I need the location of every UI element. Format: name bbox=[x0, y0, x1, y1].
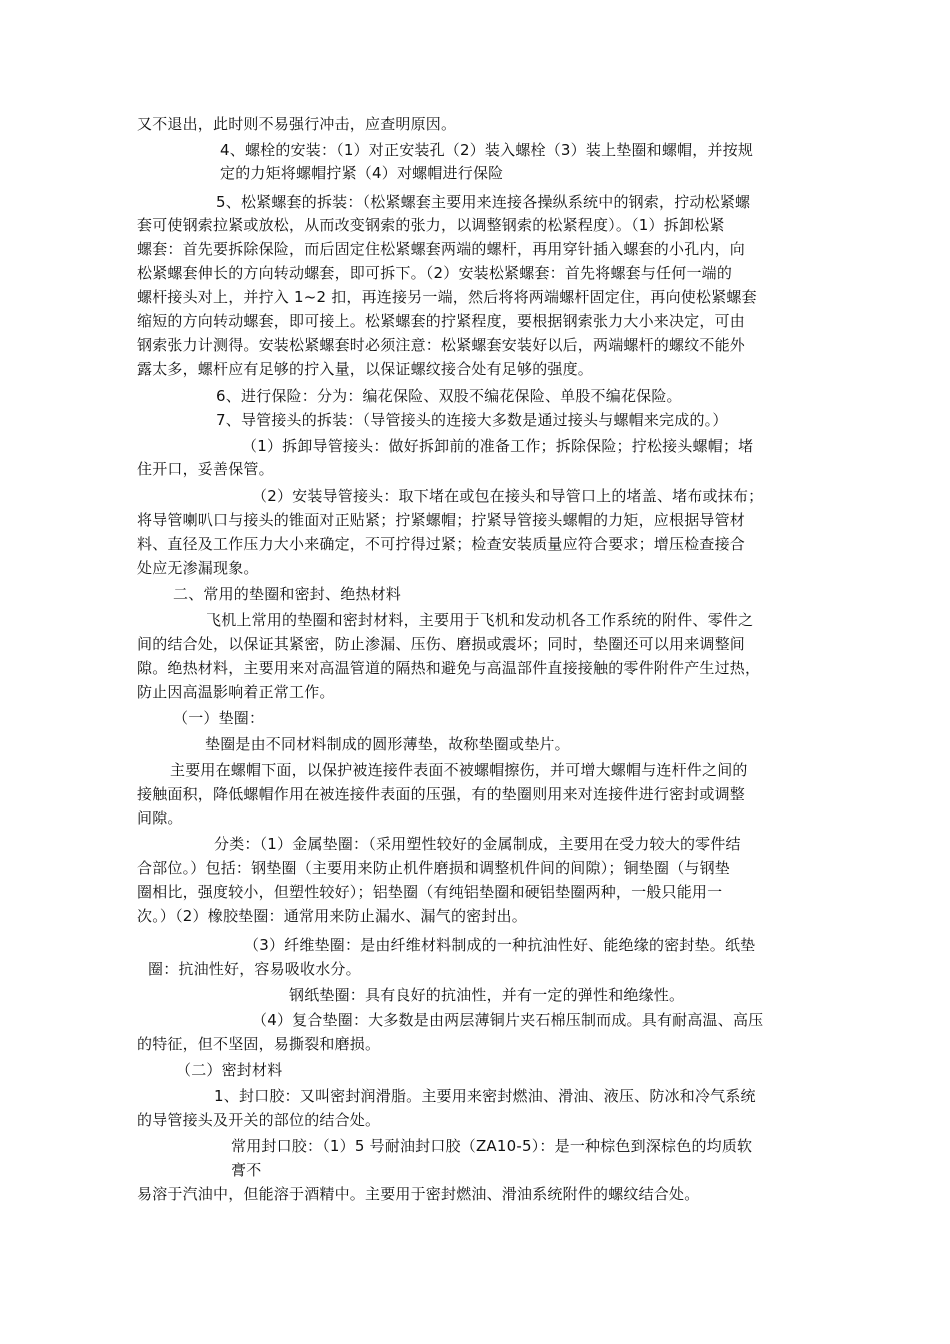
text-line: 主要用在螺帽下面，以保护被连接件表面不被螺帽擦伤，并可增大螺帽与连杆件之间的 bbox=[170, 761, 748, 779]
text-line: 住开口，妥善保管。 bbox=[137, 460, 274, 478]
text-line: 5、松紧螺套的拆装：（松紧螺套主要用来连接各操纵系统中的钢索，拧动松紧螺 bbox=[216, 193, 751, 211]
text-line: 易溶于汽油中，但能溶于酒精中。主要用于密封燃油、滑油系统附件的螺纹结合处。 bbox=[137, 1185, 700, 1203]
text-line: （3）纤维垫圈：是由纤维材料制成的一种抗油性好、能绝缘的密封垫。纸垫 bbox=[244, 936, 756, 954]
text-line: 垫圈是由不同材料制成的圆形薄垫，故称垫圈或垫片。 bbox=[205, 735, 570, 753]
text-line: （2）安装导管接头：取下堵在或包在接头和导管口上的堵盖、堵布或抹布； bbox=[252, 487, 764, 505]
text-line: 间的结合处，以保证其紧密，防止渗漏、压伤、磨损或震坏；同时，垫圈还可以用来调整间 bbox=[137, 635, 746, 653]
subsection-heading: （一）垫圈： bbox=[173, 709, 265, 727]
text-line: 螺杆接头对上，并拧入 1~2 扣，再连接另一端，然后将将两端螺杆固定住，再向使松紧螺套 bbox=[137, 288, 757, 306]
text-line: 圈：抗油性好，容易吸收水分。 bbox=[148, 960, 361, 978]
text-line: 处应无渗漏现象。 bbox=[137, 559, 259, 577]
text-line: 松紧螺套伸长的方向转动螺套，即可拆下。（2）安装松紧螺套：首先将螺套与任何一端的 bbox=[137, 264, 733, 282]
text-line: 钢纸垫圈：具有良好的抗油性，并有一定的弹性和绝缘性。 bbox=[289, 986, 685, 1004]
text-line: 次。）（2）橡胶垫圈：通常用来防止漏水、漏气的密封出。 bbox=[137, 907, 527, 925]
text-line: 缩短的方向转动螺套，即可接上。松紧螺套的拧紧程度，要根据钢索张力大小来决定，可由 bbox=[137, 312, 746, 330]
text-line: 4、螺栓的安装：（1）对正安装孔（2）装入螺栓（3）装上垫圈和螺帽，并按规 bbox=[220, 141, 754, 159]
text-line: 料、直径及工作压力大小来确定，不可拧得过紧；检查安装质量应符合要求；增压检查接合 bbox=[137, 535, 746, 553]
subsection-heading: （二）密封材料 bbox=[176, 1061, 283, 1079]
text-line: 分类：（1）金属垫圈：（采用塑性较好的金属制成，主要用在受力较大的零件结 bbox=[214, 835, 741, 853]
text-line: 接触面积，降低螺帽作用在被连接件表面的压强，有的垫圈则用来对连接件进行密封或调整 bbox=[137, 785, 746, 803]
text-line: 飞机上常用的垫圈和密封材料，主要用于飞机和发动机各工作系统的附件、零件之 bbox=[206, 611, 754, 629]
text-line: 常用封口胶：（1）5 号耐油封口胶（ZA10-5）：是一种棕色到深棕色的均质软 bbox=[231, 1137, 753, 1155]
text-line: 1、封口胶：又叫密封润滑脂。主要用来密封燃油、滑油、液压、防冰和冷气系统 bbox=[214, 1087, 756, 1105]
text-line: （4）复合垫圈：大多数是由两层薄铜片夹石棉压制而成。具有耐高温、高压 bbox=[252, 1011, 764, 1029]
text-line: 的导管接头及开关的部位的结合处。 bbox=[137, 1111, 381, 1129]
text-line: 6、进行保险：分为：编花保险、双股不编花保险、单股不编花保险。 bbox=[216, 387, 682, 405]
text-line: 圈相比，强度较小，但塑性较好）；铝垫圈（有纯铝垫圈和硬铝垫圈两种，一般只能用一 bbox=[137, 883, 723, 901]
section-heading: 二、常用的垫圈和密封、绝热材料 bbox=[173, 585, 402, 603]
text-line: 露太多，螺杆应有足够的拧入量，以保证螺纹接合处有足够的强度。 bbox=[137, 360, 594, 378]
text-line: 钢索张力计测得。安装松紧螺套时必须注意：松紧螺套安装好以后，两端螺杆的螺纹不能外 bbox=[137, 336, 746, 354]
text-line: 又不退出，此时则不易强行冲击，应查明原因。 bbox=[137, 115, 457, 133]
text-line: 间隙。 bbox=[137, 809, 183, 827]
text-line: 7、导管接头的拆装：（导管接头的连接大多数是通过接头与螺帽来完成的。） bbox=[216, 411, 728, 429]
text-line: 螺套：首先要拆除保险，而后固定住松紧螺套两端的螺杆，再用穿针插入螺套的小孔内，向 bbox=[137, 240, 746, 258]
text-line: 膏不 bbox=[231, 1161, 262, 1179]
text-line: 套可使钢索拉紧或放松，从而改变钢索的张力，以调整钢索的松紧程度）。（1）拆卸松紧 bbox=[137, 216, 725, 234]
text-line: 隙。绝热材料，主要用来对高温管道的隔热和避免与高温部件直接接触的零件附件产生过热， bbox=[137, 659, 761, 677]
text-line: 合部位。）包括：钢垫圈（主要用来防止机件磨损和调整机件间的间隙）；铜垫圈（与钢垫 bbox=[137, 859, 731, 877]
text-line: （1）拆卸导管接头：做好拆卸前的准备工作；拆除保险；拧松接头螺帽；堵 bbox=[242, 437, 754, 455]
text-line: 将导管喇叭口与接头的锥面对正贴紧；拧紧螺帽；拧紧导管接头螺帽的力矩，应根据导管材 bbox=[137, 511, 746, 529]
text-line: 的特征，但不坚固，易撕裂和磨损。 bbox=[137, 1035, 381, 1053]
text-line: 防止因高温影响着正常工作。 bbox=[137, 683, 335, 701]
text-line: 定的力矩将螺帽拧紧（4）对螺帽进行保险 bbox=[220, 164, 504, 182]
